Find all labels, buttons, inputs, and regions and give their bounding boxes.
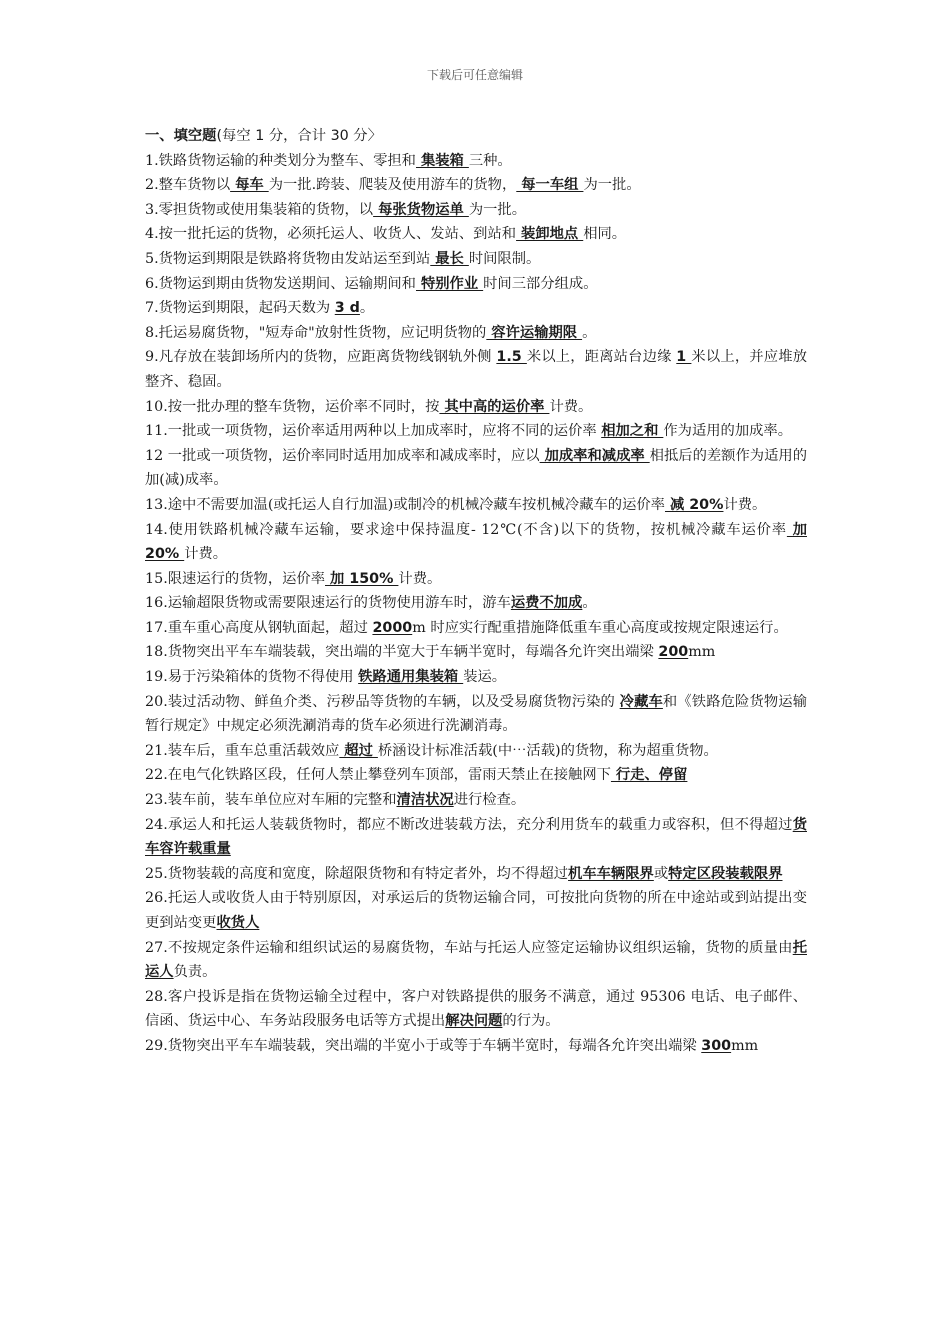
section-title-bold: 一、填空题 — [145, 128, 217, 144]
answer-text: 3 d — [334, 300, 360, 317]
question-text: 3.零担货物或使用集装箱的货物，以 — [145, 201, 374, 218]
question-18 — [145, 640, 807, 665]
question-text: 时间三部分组成。 — [483, 275, 598, 292]
question-5 — [145, 247, 807, 272]
question-text: 为一批。 — [468, 201, 527, 218]
question-text: 为一批.跨装、爬装及使用游车的货物， — [268, 177, 517, 194]
question-text: 负责。 — [173, 964, 217, 981]
question-17 — [145, 616, 807, 641]
question-text: 相抵后的差额作为适用的加(减)成率。 — [145, 447, 807, 489]
answer-text: 300 — [701, 1037, 732, 1054]
question-text: 13.途中不需要加温(或托运人自行加温)或制冷的机械冷藏车按机械冷藏车的运价率 — [145, 496, 665, 513]
question-text: 17.重车重心高度从钢轨面起，超过 — [145, 619, 373, 636]
answer-text: 装卸地点 — [516, 226, 584, 243]
question-text: 米以上，距离站台边缘 — [526, 349, 677, 366]
question-10 — [145, 395, 807, 420]
question-24 — [145, 813, 807, 862]
question-15 — [145, 567, 807, 592]
question-text: 21.装车后，重车总重活载效应 — [145, 742, 340, 759]
question-text: 10.按一批办理的整车货物，运价率不同时，按 — [145, 398, 440, 415]
answer-text: 特别作业 — [415, 275, 484, 292]
answer-text: 每张货物运单 — [373, 201, 469, 218]
question-text: 2.整车货物以 — [145, 177, 231, 194]
answer-text: 运费不加成 — [510, 595, 583, 612]
question-19 — [145, 665, 807, 690]
question-27 — [145, 936, 807, 985]
question-13 — [145, 493, 807, 518]
answer-text: 集装箱 — [415, 152, 469, 169]
answer-text: 2000 — [372, 619, 413, 636]
question-1 — [145, 149, 807, 174]
question-text: 9.凡存放在装卸场所内的货物，应距离货物线钢轨外侧 — [145, 349, 497, 366]
question-text: 6.货物运到期由货物发送期间、运输期间和 — [145, 275, 416, 292]
question-14 — [145, 518, 807, 567]
answer-text: 清洁状况 — [396, 792, 454, 809]
question-text: 29.货物突出平车车端装载，突出端的半宽小于或等于车辆半宽时，每端各允许突出端梁 — [145, 1037, 702, 1054]
question-7 — [145, 296, 807, 321]
question-text: 的行为。 — [502, 1013, 560, 1030]
question-text: 5.货物运到期限是铁路将货物由发站运至到站 — [145, 250, 431, 267]
question-text: 28.客户投诉是指在货物运输全过程中，客户对铁路提供的服务不满意，通过 95306 电话、电子邮件、信函、货运中心、车务站段服务电话等方式提出 — [145, 988, 807, 1030]
question-text: 。 — [582, 595, 597, 612]
question-text: mm — [688, 644, 716, 661]
question-text: 为一批。 — [583, 177, 641, 194]
question-text: 进行检查。 — [453, 792, 526, 809]
question-text: 作为适用的加成率。 — [663, 423, 793, 440]
question-29 — [145, 1034, 807, 1059]
document-body — [145, 124, 807, 1059]
question-11 — [145, 419, 807, 444]
answer-text: 收货人 — [216, 915, 260, 931]
section-title-rest: (每空 1 分，合计 30 分〉 — [216, 128, 382, 144]
question-text: mm — [731, 1037, 759, 1054]
question-3 — [145, 198, 807, 223]
question-8 — [145, 321, 807, 346]
question-9 — [145, 345, 807, 394]
question-28 — [145, 985, 807, 1034]
question-21 — [145, 739, 807, 764]
question-text: 计费。 — [184, 546, 228, 563]
question-text: 4.按一批托运的货物，必须托运人、收货人、发站、到站和 — [145, 226, 517, 243]
question-20 — [145, 690, 807, 739]
question-text: 装运。 — [463, 669, 507, 686]
section-title — [145, 124, 807, 149]
question-26 — [145, 886, 807, 935]
question-text: 时间限制。 — [468, 250, 541, 267]
question-text: 27.不按规定条件运输和组织试运的易腐货物，车站与托运人应签定运输协议组织运输，货物的质量由 — [145, 939, 793, 956]
answer-text: 加成率和减成率 — [539, 447, 650, 464]
answer-text: 200 — [658, 644, 689, 661]
answer-text: 最长 — [430, 250, 469, 267]
answer-text: 铁路通用集装箱 — [358, 669, 464, 686]
answer-text: 每一车组 — [516, 177, 584, 194]
answer-text: 1.5 — [496, 349, 527, 366]
question-text: 24.承运人和托运人装载货物时，都应不断改进装载方法，充分利用货车的载重力或容积，但不得超过 — [145, 816, 793, 833]
question-25 — [145, 862, 807, 887]
question-list — [145, 149, 807, 1059]
question-text: 16.运输超限货物或需要限速运行的货物使用游车时，游车 — [145, 595, 511, 612]
answer-text: 行走、停留 — [610, 767, 688, 784]
answer-text: 加 20% — [145, 521, 807, 563]
answer-text: 超过 — [339, 742, 378, 759]
question-text: 8.托运易腐货物，"短寿命"放射性货物，应记明货物的 — [145, 324, 487, 341]
question-12 — [145, 444, 807, 493]
question-text: 7.货物运到期限，起码天数为 — [145, 300, 335, 317]
answer-text: 容许运输期限 — [486, 324, 583, 341]
question-16 — [145, 591, 807, 616]
question-text: 12 一批或一项货物，运价率同时适用加成率和减成率时，应以 — [145, 447, 540, 464]
question-text: 桥涵设计标准活载(中⋯活载)的货物，称为超重货物。 — [377, 742, 718, 759]
question-text: 三种。 — [468, 152, 512, 169]
answer-text: 解决问题 — [445, 1013, 503, 1030]
question-22 — [145, 763, 807, 788]
question-text: 23.装车前，装车单位应对车厢的完整和 — [145, 792, 397, 809]
question-text: 15.限速运行的货物，运价率 — [145, 570, 326, 587]
answer-text: 机车车辆限界 — [568, 865, 654, 882]
answer-text: 相加之和 — [601, 423, 664, 440]
question-text: 18.货物突出平车车端装载，突出端的半宽大于车辆半宽时，每端各允许突出端梁 — [145, 644, 659, 661]
question-2 — [145, 173, 807, 198]
question-text: 20.装过活动物、鲜鱼介类、污秽品等货物的车辆，以及受易腐货物污染的 — [145, 693, 620, 710]
answer-text: 减 20% — [664, 496, 724, 513]
answer-text: 其中高的运价率 — [439, 398, 550, 415]
question-23 — [145, 788, 807, 813]
question-text: m 时应实行配重措施降低重车重心高度或按规定限速运行。 — [412, 619, 788, 636]
answer-text: 1 — [676, 349, 692, 366]
answer-text: 加 150% — [325, 570, 399, 587]
question-text: 。 — [359, 300, 375, 317]
question-text: 25.货物装载的高度和宽度，除超限货物和有特定者外，均不得超过 — [145, 865, 569, 882]
question-6 — [145, 272, 807, 297]
answer-text: 货车容许载重量 — [145, 816, 807, 858]
question-text: 19.易于污染箱体的货物不得使用 — [145, 669, 359, 686]
question-text: 和《铁路危险货物运输暂行规定》中规定必须洗涮消毒的货车必须进行洗涮消毒。 — [145, 693, 808, 735]
question-text: 计费。 — [723, 496, 767, 513]
question-text: 22.在电气化铁路区段，任何人禁止攀登列车顶部，雷雨天禁止在接触网下 — [145, 767, 611, 784]
question-4 — [145, 222, 807, 247]
page-header: 下载后可任意编辑 — [426, 68, 523, 82]
question-text: 相同。 — [583, 226, 627, 243]
question-text: 14.使用铁路机械冷藏车运输，要求途中保持温度- 12℃(不含)以下的货物，按机械冷藏车运价率 — [145, 521, 787, 538]
answer-text: 每车 — [230, 177, 269, 194]
answer-text: 冷藏车 — [619, 693, 663, 710]
question-text: 计费。 — [398, 570, 442, 587]
question-text: 计费。 — [549, 398, 593, 415]
question-text: 26.托运人或收货人由于特别原因，对承运后的货物运输合同，可按批向货物的所在中途站或到站提出变更到站变更 — [145, 890, 807, 931]
answer-text: 托运人 — [145, 939, 807, 981]
question-text: 米以上，并应堆放整齐、稳固。 — [145, 349, 808, 390]
answer-text: 特定区段装载限界 — [668, 865, 783, 882]
question-text: 1.铁路货物运输的种类划分为整车、零担和 — [145, 152, 416, 169]
question-text: 11.一批或一项货物，运价率适用两种以上加成率时，应将不同的运价率 — [145, 423, 602, 440]
question-text: 或 — [653, 865, 669, 882]
question-text: 。 — [582, 324, 597, 341]
